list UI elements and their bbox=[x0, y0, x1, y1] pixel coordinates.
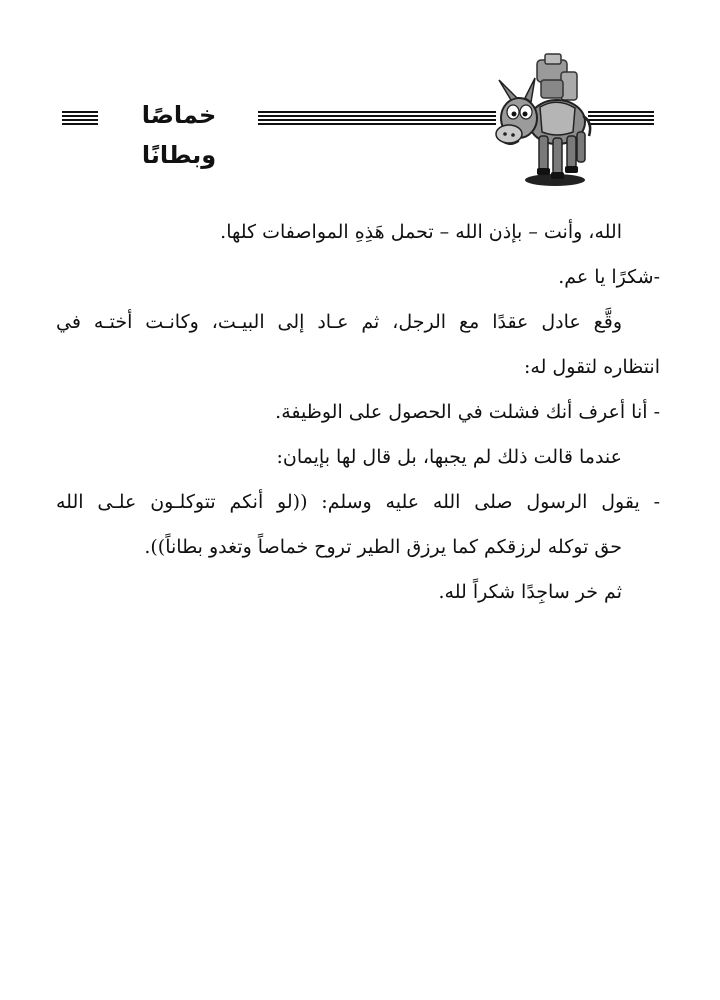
paragraph-line: عندما قالت ذلك لم يجبها، بل قال لها بإيمان: bbox=[276, 446, 622, 468]
paragraph-line: حق توكله لرزقكم كما يرزق الطير تروح خماصاً وتغدو بطاناً)). bbox=[144, 536, 622, 558]
chapter-title: خماصًا وبطانًا bbox=[141, 101, 217, 169]
decorative-rule-left bbox=[62, 111, 98, 125]
paragraph-line: انتظاره لتقول له: bbox=[523, 356, 660, 378]
donkey-mascot-icon bbox=[495, 52, 595, 188]
paragraph-line: - أنا أعرف أنك فشلت في الحصول على الوظيفة. bbox=[275, 401, 660, 423]
paragraph-line: الله، وأنت – بإذن الله – تحمل هَذِهِ المواصفات كلها. bbox=[220, 221, 622, 243]
paragraph-line: - يقول الرسول صلى الله عليه وسلم: ((لو أنكم تتوكلـون علـى الله bbox=[56, 491, 660, 513]
decorative-rule-middle bbox=[258, 111, 496, 125]
paragraph-line: وقَّع عادل عقدًا مع الرجل، ثم عـاد إلى البيـت، وكانـت أختـه في bbox=[56, 311, 622, 333]
paragraph-line: -شكرًا يا عم. bbox=[558, 266, 660, 288]
chapter-header bbox=[0, 0, 720, 169]
paragraph-line: ثم خر ساجِدًا شكراً لله. bbox=[438, 581, 622, 603]
decorative-rule-right bbox=[588, 111, 654, 125]
article-body bbox=[56, 210, 660, 615]
